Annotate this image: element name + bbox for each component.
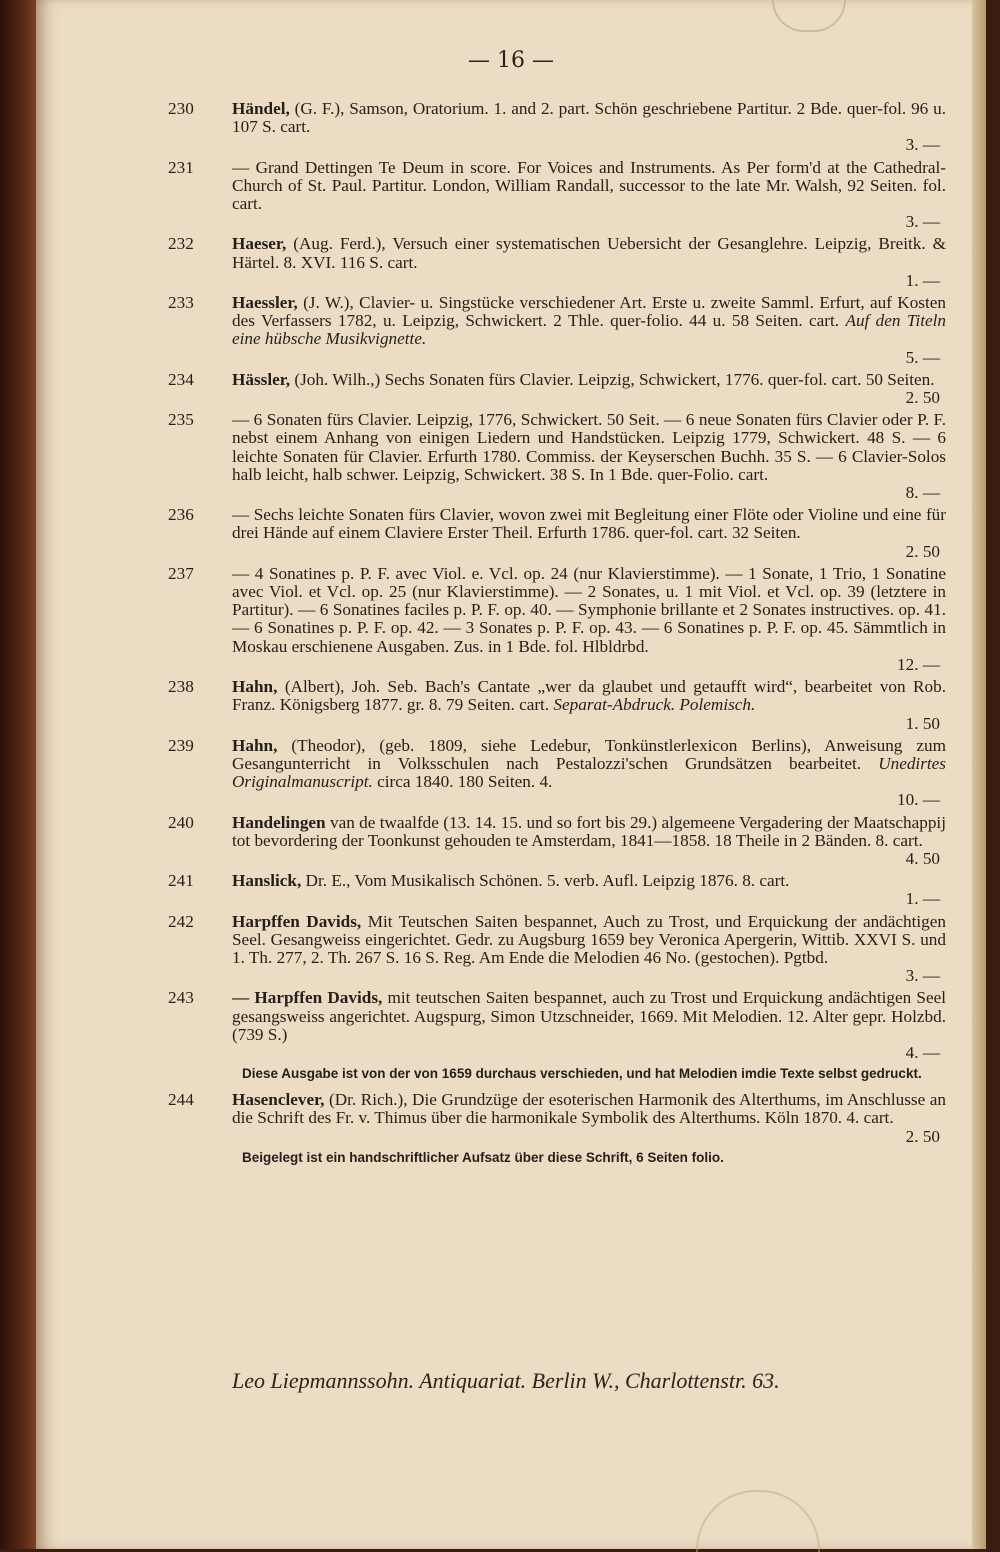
catalog-entry	[168, 293, 946, 367]
entry-number: 231	[168, 157, 194, 177]
catalog-entry	[168, 911, 946, 986]
entry-text: — 6 Sonaten fürs Clavier. Leipzig, 1776, Schwickert. 50 Seit. — 6 neue Sonaten fürs Clavier oder P. F. nebst einem Anhang von einigen Liedern und Handstücken. Leipzig 1779, Schwickert. 48 S. — 6 leichte Sonaten für Clavier. Erfurth 1780. Commiss. der Keyserschen Buchh. 35 S. — 6 Clavier-Solos halb leicht, halb schwer. Leipzig, Schwickert. 38 S. In 1 Bde. quer-Folio. cart.	[232, 410, 946, 484]
entry-note: Diese Ausgabe ist von der von 1659 durchaus verschieden, und hat Melodien imdie Texte selbst gedruckt.	[242, 1066, 922, 1082]
catalog-page	[36, 0, 986, 1549]
entry-number: 243	[168, 988, 194, 1008]
entry-price: 2. 50	[905, 388, 940, 408]
entry-author: Hanslick,	[232, 871, 302, 891]
catalog-entry	[168, 563, 946, 674]
publisher-footer: Leo Liepmannssohn. Antiquariat. Berlin W., Charlottenstr. 63.	[232, 1368, 780, 1393]
book-spine	[0, 0, 40, 1549]
page-number: — 16 —	[468, 48, 554, 73]
entry-price: 10. —	[897, 790, 940, 810]
page-damage-top	[772, 0, 846, 32]
entry-text: mit teutschen Saiten bespannet, auch zu Trost und Erquickung andächtigen Seel gesangsweiss angerichtet. Augspurg, Simon Utzschneider, 1669. Mit Melodien. 12. Alter gepr. Holzbd. (739 S.)	[232, 988, 946, 1044]
entry-text: Mit Teutschen Saiten bespannet, Auch zu Trost, und Erquickung der andächtigen Seel. Gesangweiss eingerichtet. Gedr. zu Augsburg 1659 bey Veronica Apergerin, Wittib. XXVI S. und 1. Th. 277, 2. Th. 267 S. 16 S. Reg. Am Ende die Melodien 46 No. (gestochen). Pgtbd.	[232, 911, 946, 967]
catalog-entry	[168, 234, 946, 290]
entry-author: Hässler,	[232, 369, 291, 389]
catalog-entry	[168, 157, 946, 232]
entry-number: 233	[168, 293, 194, 313]
entry-text: — Grand Dettingen Te Deum in score. For Voices and Instruments. As Per form'd at the Cathedral-Church of St. Paul. Partitur. London, William Randall, successor to the late Mr. Walsh, 92 Seiten. fol. cart.	[232, 157, 946, 214]
entry-number: 239	[168, 735, 194, 755]
entry-author: Hahn,	[232, 735, 278, 755]
catalog-entry	[168, 99, 946, 155]
entry-author: Hasenclever,	[232, 1090, 325, 1110]
entry-number: 234	[168, 369, 194, 389]
entry-number: 230	[168, 99, 194, 118]
entry-text: van de twaalfde (13. 14. 15. und so fort bis 29.) algemeene Vergadering der Maatschappij tot bevordering der Toonkunst gehouden te Amsterdam, 1841—1858. 18 Theile in 2 Bänden. 8. cart.	[232, 812, 946, 850]
entry-remark: Auf den Titeln eine hübsche Musikvignette.	[232, 311, 946, 349]
entry-price: 1. —	[905, 889, 940, 909]
catalog-entry	[168, 1090, 946, 1146]
catalog-entry	[168, 369, 946, 408]
page-edge	[972, 0, 986, 1549]
entry-author: — Harpffen Davids,	[232, 988, 383, 1008]
entry-text: — Sechs leichte Sonaten fürs Clavier, wovon zwei mit Begleitung einer Flöte oder Violine und eine für drei Hände auf einem Claviere Erster Theil. Erfurth 1786. quer-fol. cart. 32 Seiten.	[232, 505, 946, 543]
entry-author: Haeser,	[232, 234, 287, 254]
entry-price: 1. —	[905, 270, 940, 290]
entry-number: 237	[168, 563, 194, 583]
entry-price: 3. —	[905, 135, 940, 155]
entry-number: 242	[168, 911, 194, 931]
entry-price: 8. —	[905, 483, 940, 503]
entry-text: (Joh. Wilh.,) Sechs Sonaten fürs Clavier. Leipzig, Schwickert, 1776. quer-fol. cart. 50 Seiten.	[290, 369, 935, 389]
entry-text-cont: circa 1840. 180 Seiten. 4.	[372, 772, 553, 792]
entry-text: (J. W.), Clavier- u. Singstücke verschiedener Art. Erste u. zweite Samml. Erfurt, auf Kosten des Verfassers 1782, u. Leipzig, Schwickert. 2 Thle. quer-folio. 44 u. 58 Seiten. cart.	[232, 293, 946, 331]
catalog-entry	[168, 735, 946, 810]
entry-number: 236	[168, 505, 194, 525]
entry-text: — 4 Sonatines p. P. F. avec Viol. e. Vcl. op. 24 (nur Klavierstimme). — 1 Sonate, 1 Trio, 1 Sonatine avec Viol. et Vcl. op. 25 (nur Klavierstimme). — 2 Sonates, u. 1 mit Viol. et Vcl. op. 39 (letztere in Partitur). — 6 Sonatines faciles p. P. F. op. 40. — Symphonie brillante et 2 Sonates instructives. op. 41. — 6 Sonatines p. P. F. op. 42. — 3 Sonates p. P. F. op. 43. — 6 Sonatines p. P. F. op. 45. Sämmtlich in Moskau erschienene Ausgaben. Zus. in 1 Bde. fol. Hlbldrbd.	[232, 563, 946, 656]
entry-number: 241	[168, 871, 194, 891]
entry-author: Händel,	[232, 99, 290, 118]
entry-price: 4. 50	[905, 848, 940, 868]
entry-author: Harpffen Davids,	[232, 911, 362, 931]
entry-price: 3. —	[905, 966, 940, 986]
entry-number: 232	[168, 234, 194, 254]
catalog-entry	[168, 410, 946, 503]
catalog-entry	[168, 505, 946, 561]
catalog-entries	[168, 99, 946, 1175]
entry-price: 12. —	[897, 654, 940, 674]
entry-price: 2. 50	[905, 541, 940, 561]
entry-remark: Unedirtes Originalmanuscript.	[232, 753, 946, 792]
entry-price: 2. 50	[905, 1126, 940, 1146]
entry-text: Dr. E., Vom Musikalisch Schönen. 5. verb. Aufl. Leipzig 1876. 8. cart.	[301, 871, 790, 891]
entry-text: (G. F.), Samson, Oratorium. 1. and 2. part. Schön geschriebene Partitur. 2 Bde. quer-fol. 96 u. 107 S. cart.	[232, 99, 946, 137]
entry-number: 240	[168, 812, 194, 832]
catalog-entry	[168, 988, 946, 1062]
entry-number: 244	[168, 1090, 194, 1110]
entry-price: 3. —	[905, 212, 940, 232]
entry-text: (Aug. Ferd.), Versuch einer systematischen Uebersicht der Gesanglehre. Leipzig, Breitk. & Härtel. 8. XVI. 116 S. cart.	[232, 234, 946, 272]
entry-price: 5. —	[905, 347, 940, 367]
entry-price: 4. —	[905, 1042, 940, 1062]
entry-text: (Albert), Joh. Seb. Bach's Cantate „wer da glaubet und getaufft wird“, bearbeitet von Rob. Franz. Königsberg 1877. gr. 8. 79 Seiten. cart.	[232, 677, 946, 715]
entry-note: Beigelegt ist ein handschriftlicher Aufsatz über diese Schrift, 6 Seiten folio.	[242, 1149, 724, 1165]
entry-text: (Dr. Rich.), Die Grundzüge der esoterischen Harmonik des Alterthums, im Anschlusse an die Schrift des Fr. v. Thimus über die harmonikale Symbolik des Alterthums. Köln 1870. 4. cart.	[232, 1090, 946, 1128]
entry-author: Hahn,	[232, 677, 278, 697]
entry-number: 235	[168, 410, 194, 430]
entry-text: (Theodor), (geb. 1809, siehe Ledebur, Tonkünstlerlexicon Berlins), Anweisung zum Gesangunterricht in Volksschulen nach Pestalozzi'schen Grundsätzen bearbeitet.	[232, 735, 946, 773]
catalog-entry	[168, 677, 946, 733]
entry-remark: Separat-Abdruck. Polemisch.	[553, 695, 756, 715]
entry-number: 238	[168, 677, 194, 697]
catalog-entry	[168, 871, 946, 909]
page-damage-bottom	[696, 1490, 820, 1552]
entry-author: Haessler,	[232, 293, 298, 313]
entry-author: Handelingen	[232, 812, 326, 832]
catalog-entry	[168, 812, 946, 869]
entry-price: 1. 50	[905, 713, 940, 733]
